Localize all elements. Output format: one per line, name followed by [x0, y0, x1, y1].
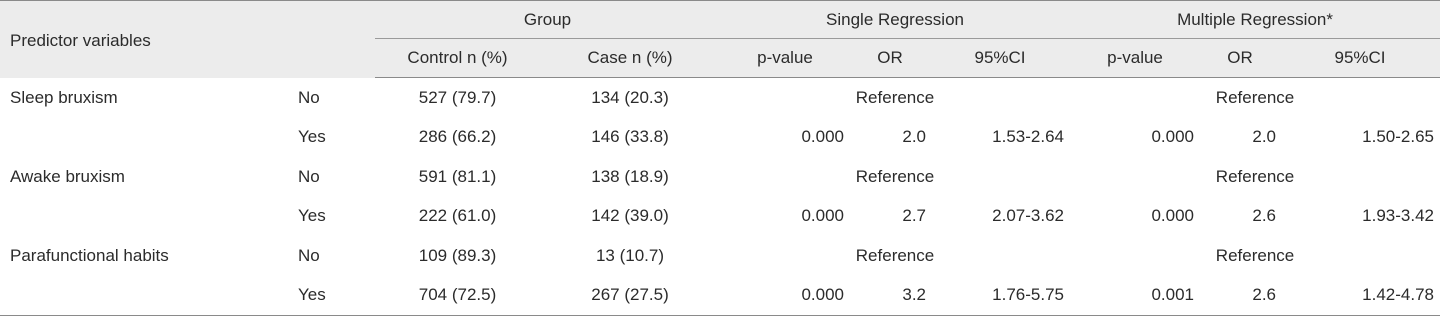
table-row: [0, 197, 1440, 237]
multiple-or-header: OR: [1200, 39, 1280, 78]
table-row: [0, 236, 1440, 276]
single-ci-cell: 1.76-5.75: [930, 276, 1070, 316]
variable-cell: Sleep bruxism: [10, 87, 118, 107]
case-cell: 138 (18.9): [591, 166, 669, 186]
control-cell: 222 (61.0): [418, 206, 497, 226]
control-cell: 109 (89.3): [418, 245, 497, 265]
variable-cell: [0, 276, 290, 316]
control-header: Control n (%): [375, 39, 540, 78]
multiple-or-cell: 2.6: [1200, 276, 1280, 316]
level-cell: Yes: [290, 276, 375, 316]
multiple-reference-cell: Reference: [1215, 87, 1295, 107]
group-header: Group: [375, 1, 720, 39]
multiple-pvalue-cell: 0.001: [1070, 276, 1200, 316]
variable-cell: Parafunctional habits: [10, 245, 169, 265]
table-row: [0, 157, 1440, 197]
table-body: [0, 78, 1440, 316]
case-cell: 142 (39.0): [591, 206, 669, 226]
single-or-cell: 2.0: [902, 127, 926, 147]
level-cell: Yes: [298, 206, 326, 226]
single-or-cell: 3.2: [850, 276, 930, 316]
control-cell: 527 (79.7): [418, 87, 497, 107]
multiple-reference-cell: Reference: [1215, 245, 1295, 265]
single-ci-cell: 2.07-3.62: [992, 206, 1065, 226]
table-row: [0, 78, 1440, 118]
level-cell: No: [298, 166, 320, 186]
variable-cell: [0, 197, 290, 237]
multiple-ci-cell: 1.50-2.65: [1362, 127, 1435, 147]
case-cell: 267 (27.5): [540, 276, 720, 316]
multiple-ci-header: 95%CI: [1280, 39, 1440, 78]
single-reference-cell: Reference: [855, 87, 935, 107]
case-header: Case n (%): [540, 39, 720, 78]
multiple-regression-header: Multiple Regression*: [1070, 1, 1440, 39]
single-reference-cell: Reference: [855, 245, 935, 265]
single-regression-header: Single Regression: [720, 1, 1070, 39]
multiple-ci-cell: 1.42-4.78: [1280, 276, 1440, 316]
multiple-or-cell: 2.6: [1252, 206, 1277, 226]
multiple-reference-cell: Reference: [1215, 166, 1295, 186]
variable-cell: [0, 118, 290, 158]
case-cell: 146 (33.8): [591, 127, 669, 147]
single-pvalue-cell: 0.000: [801, 127, 844, 147]
single-pvalue-header: p-value: [720, 39, 850, 78]
single-reference-cell: Reference: [855, 166, 935, 186]
control-cell: 286 (66.2): [418, 127, 497, 147]
single-ci-header: 95%CI: [930, 39, 1070, 78]
level-cell: No: [298, 87, 320, 107]
multiple-ci-cell: 1.93-3.42: [1362, 206, 1435, 226]
control-cell: 704 (72.5): [375, 276, 540, 316]
case-cell: 13 (10.7): [595, 245, 665, 265]
case-cell: 134 (20.3): [591, 87, 669, 107]
multiple-pvalue-cell: 0.000: [1151, 206, 1195, 226]
table-row: [0, 276, 1440, 316]
multiple-pvalue-header: p-value: [1070, 39, 1200, 78]
control-cell: 591 (81.1): [418, 166, 497, 186]
single-pvalue-cell: 0.000: [720, 276, 850, 316]
variable-cell: Awake bruxism: [10, 166, 125, 186]
predictor-variables-header: Predictor variables: [0, 1, 375, 78]
single-pvalue-cell: 0.000: [801, 206, 844, 226]
single-or-cell: 2.7: [902, 206, 926, 226]
single-or-header: OR: [850, 39, 930, 78]
table-header: [0, 1, 1440, 78]
multiple-pvalue-cell: 0.000: [1151, 127, 1195, 147]
multiple-or-cell: 2.0: [1252, 127, 1277, 147]
level-cell: Yes: [298, 127, 326, 147]
table-row: [0, 118, 1440, 158]
single-ci-cell: 1.53-2.64: [992, 127, 1065, 147]
level-cell: No: [298, 245, 320, 265]
